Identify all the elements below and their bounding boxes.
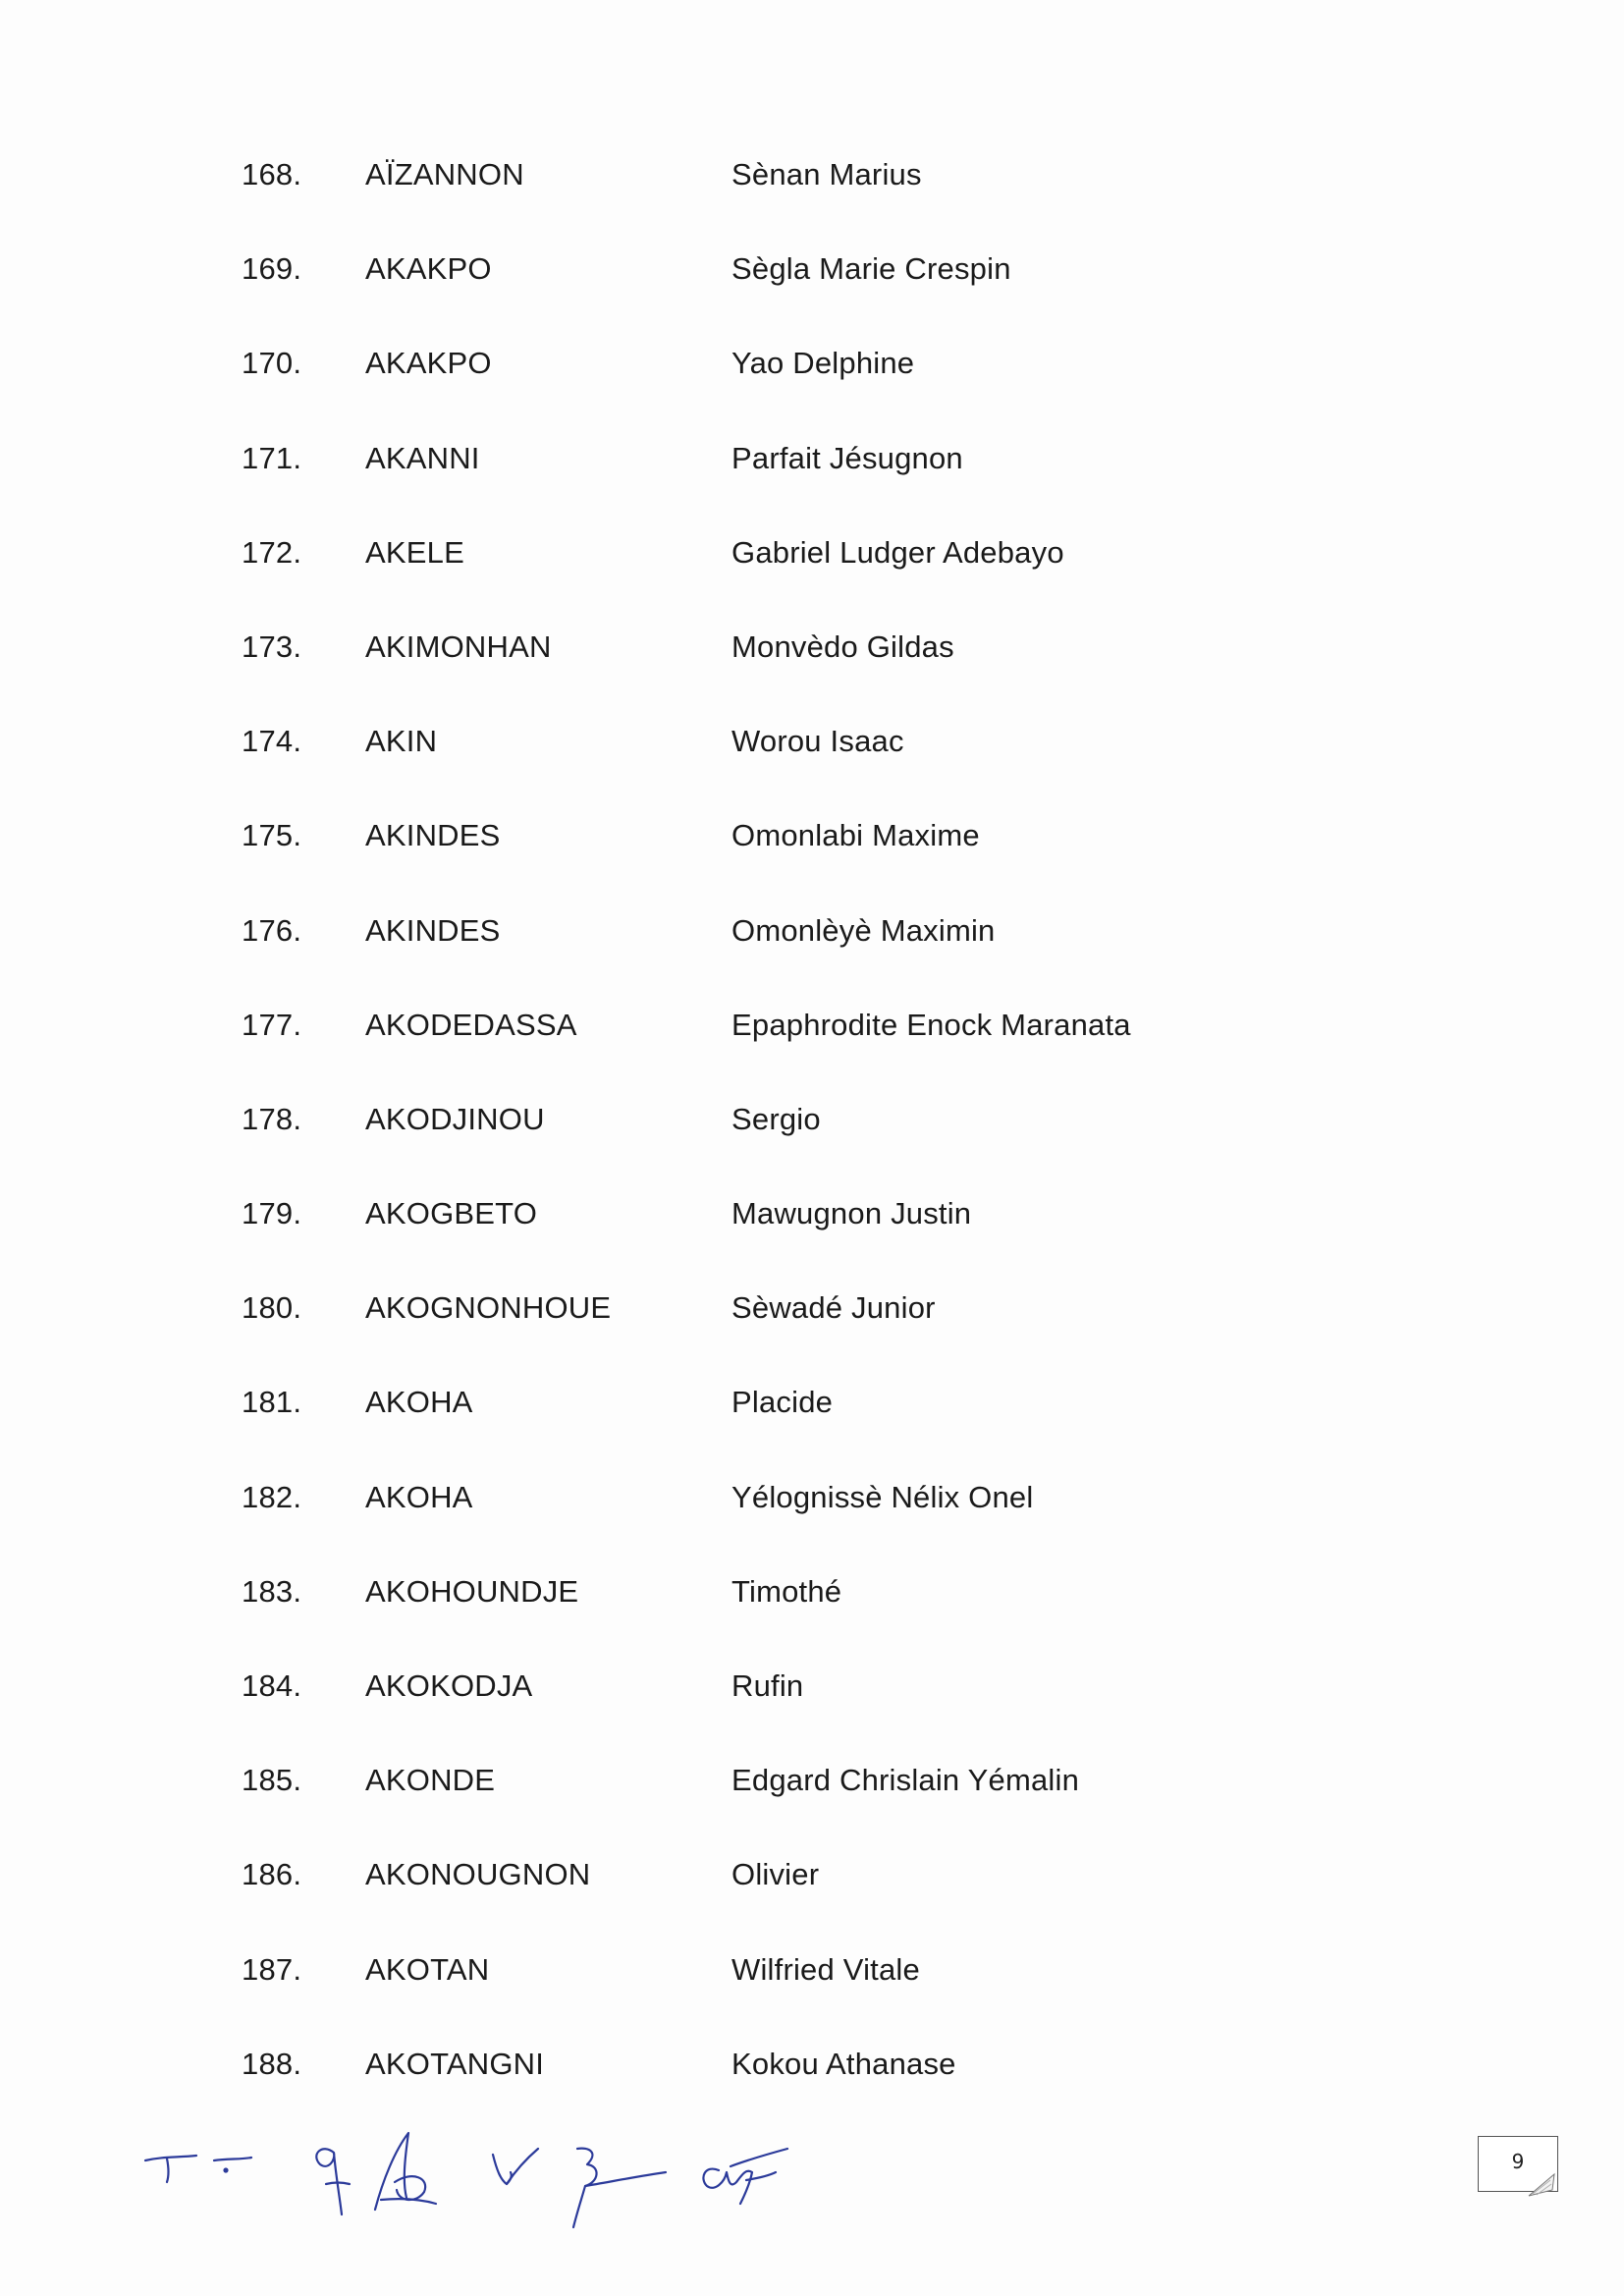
entry-number: 188. <box>242 2046 302 2081</box>
entry-surname: AKOGNONHOUE <box>365 1290 612 1326</box>
initial-mark <box>167 2159 169 2182</box>
entry-surname: AKOTAN <box>365 1951 490 1987</box>
list-item <box>0 2039 1624 2133</box>
entry-given-names: Rufin <box>731 1668 804 1703</box>
entry-given-names: Epaphrodite Enock Maranata <box>731 1007 1131 1042</box>
entry-number: 177. <box>242 1007 302 1042</box>
list-item <box>0 338 1624 432</box>
entry-number: 174. <box>242 724 302 759</box>
entry-surname: AKOTANGNI <box>365 2046 545 2081</box>
entry-number: 187. <box>242 1951 302 1987</box>
entry-given-names: Gabriel Ludger Adebayo <box>731 534 1064 570</box>
entry-given-names: Yélognissè Nélix Onel <box>731 1479 1034 1514</box>
entry-number: 183. <box>242 1573 302 1609</box>
entry-given-names: Mawugnon Justin <box>731 1196 972 1231</box>
entry-number: 181. <box>242 1385 302 1420</box>
entry-surname: AKONOUGNON <box>365 1857 591 1892</box>
entry-number: 182. <box>242 1479 302 1514</box>
entry-given-names: Sèwadé Junior <box>731 1290 936 1326</box>
entry-surname: AKOHOUNDJE <box>365 1573 579 1609</box>
initial-mark <box>573 2149 597 2227</box>
entry-surname: AKIN <box>365 724 438 759</box>
entry-given-names: Sègla Marie Crespin <box>731 251 1011 287</box>
list-item <box>0 1188 1624 1283</box>
list-item <box>0 1755 1624 1849</box>
list-item <box>0 1377 1624 1471</box>
list-item <box>0 622 1624 716</box>
initial-mark <box>225 2169 228 2172</box>
entry-surname: AKINDES <box>365 912 501 948</box>
entry-number: 178. <box>242 1101 302 1136</box>
entry-surname: AKODJINOU <box>365 1101 545 1136</box>
entry-given-names: Parfait Jésugnon <box>731 440 963 475</box>
page-number: 9 <box>1511 2150 1525 2173</box>
list-item <box>0 149 1624 244</box>
entry-given-names: Timothé <box>731 1573 842 1609</box>
entry-given-names: Monvèdo Gildas <box>731 629 954 664</box>
entry-number: 184. <box>242 1668 302 1703</box>
entry-number: 179. <box>242 1196 302 1231</box>
entry-surname: AKAKPO <box>365 346 492 381</box>
list-item <box>0 1661 1624 1755</box>
entry-number: 169. <box>242 251 302 287</box>
entry-number: 175. <box>242 818 302 853</box>
list-item <box>0 244 1624 338</box>
list-item <box>0 1566 1624 1661</box>
list-item <box>0 716 1624 810</box>
entry-number: 186. <box>242 1857 302 1892</box>
entry-surname: AKOKODJA <box>365 1668 533 1703</box>
initial-mark <box>703 2169 752 2204</box>
entry-given-names: Omonlèyè Maximin <box>731 912 996 948</box>
list-item <box>0 1283 1624 1377</box>
entry-number: 173. <box>242 629 302 664</box>
entry-number: 172. <box>242 534 302 570</box>
initial-mark <box>214 2158 251 2160</box>
list-item <box>0 1472 1624 1566</box>
entry-number: 176. <box>242 912 302 948</box>
initial-mark <box>507 2172 512 2184</box>
handwritten-initials <box>118 2121 903 2229</box>
entry-number: 171. <box>242 440 302 475</box>
entry-surname: AKELE <box>365 534 464 570</box>
entry-given-names: Olivier <box>731 1857 820 1892</box>
entry-number: 170. <box>242 346 302 381</box>
entry-surname: AKONDE <box>365 1763 496 1798</box>
entry-surname: AKOHA <box>365 1479 473 1514</box>
entry-surname: AKAKPO <box>365 251 492 287</box>
entry-surname: AKANNI <box>365 440 480 475</box>
entry-surname: AÏZANNON <box>365 157 524 191</box>
entry-given-names: Edgard Chrislain Yémalin <box>731 1763 1080 1798</box>
list-item <box>0 433 1624 527</box>
entry-surname: AKODEDASSA <box>365 1007 577 1042</box>
initial-mark <box>145 2156 196 2160</box>
list-item <box>0 527 1624 622</box>
entry-given-names: Worou Isaac <box>731 724 904 759</box>
entry-given-names: Sergio <box>731 1101 821 1136</box>
initial-mark <box>731 2149 787 2166</box>
list-item <box>0 905 1624 1000</box>
entry-given-names: Wilfried Vitale <box>731 1951 920 1987</box>
page-curl-icon <box>1527 2172 1556 2198</box>
initial-mark <box>493 2149 538 2184</box>
entry-number: 180. <box>242 1290 302 1326</box>
entry-given-names: Placide <box>731 1385 834 1420</box>
entry-surname: AKIMONHAN <box>365 629 552 664</box>
list-item <box>0 810 1624 904</box>
entry-number: 185. <box>242 1763 302 1798</box>
entry-surname: AKINDES <box>365 818 501 853</box>
entry-given-names: Yao Delphine <box>731 346 915 381</box>
list-item <box>0 1849 1624 1943</box>
name-list <box>0 149 1624 2133</box>
initial-mark <box>381 2199 436 2204</box>
entry-surname: AKOHA <box>365 1385 473 1420</box>
list-item <box>0 1094 1624 1188</box>
list-item <box>0 1000 1624 1094</box>
list-item <box>0 1944 1624 2039</box>
entry-given-names: Kokou Athanase <box>731 2046 956 2081</box>
initial-mark <box>395 2176 425 2200</box>
entry-surname: AKOGBETO <box>365 1196 538 1231</box>
entry-number: 168. <box>242 157 302 191</box>
entry-given-names: Sènan Marius <box>731 157 922 191</box>
entry-given-names: Omonlabi Maxime <box>731 818 980 853</box>
